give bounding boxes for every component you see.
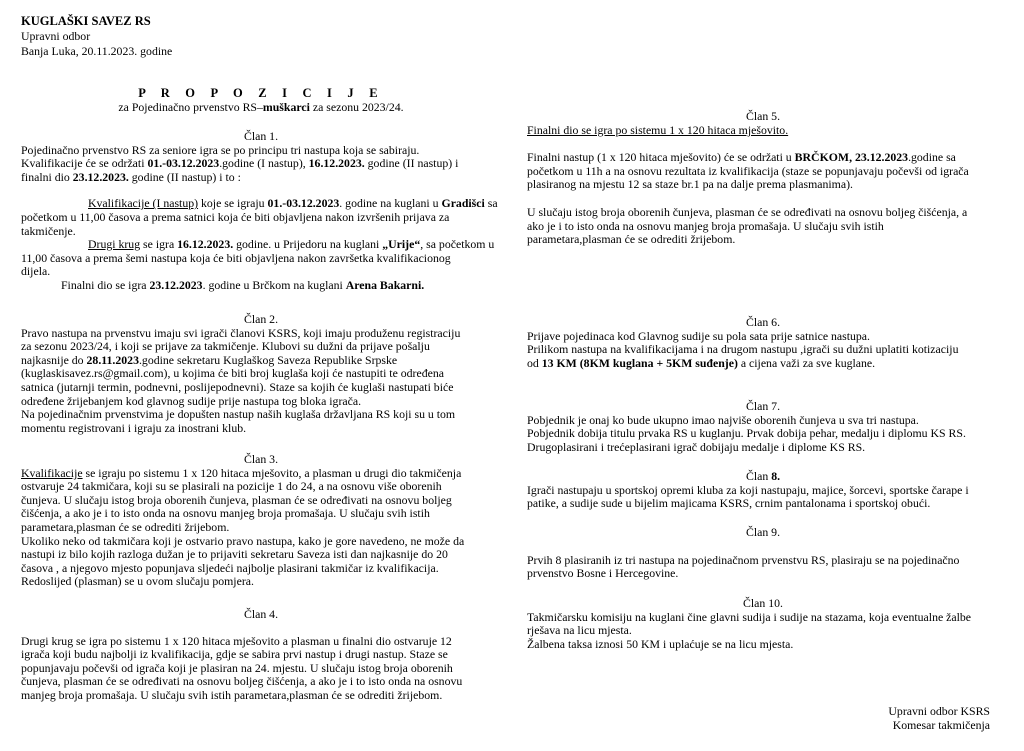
qualification-label: Kvalifikacije bbox=[21, 465, 83, 480]
clan-9-heading: Član 9. bbox=[745, 525, 781, 539]
clan-3-line: čišćenja, a ako je i to isto onda na osnovu manjeg broja promašaja. U slučaju svih istih bbox=[21, 506, 430, 521]
date-run: 16.12.2023. bbox=[177, 237, 234, 252]
spacer bbox=[527, 540, 999, 554]
title-sub-pre: za Pojedinačno prvenstvo RS– bbox=[118, 99, 263, 114]
date-run: 23.12.2023. bbox=[72, 169, 129, 184]
spacer bbox=[527, 192, 999, 206]
clan-8-line: patike, a sudije sude u bijelim majicama KSRS, crnim pantalonama i sportskoj obući. bbox=[527, 496, 931, 511]
text-run: najkasnije do bbox=[21, 352, 87, 367]
clan-6-line: Prijave pojedinaca kod Glavnog sudije su pola sata prije satnice nastupa. bbox=[527, 328, 870, 343]
clan-5-line: ako je i to isto onda na osnovu manjeg broja promašaja. U slučaju svih istih bbox=[527, 218, 884, 233]
clan-7-heading: Član 7. bbox=[745, 399, 781, 413]
text-run: Finalni nastup (1 x 120 hitaca mješovito) će se održati u bbox=[527, 150, 795, 165]
clan-7-line: Drugoplasirani i trećeplasirani igrač dobijaju medalje i diplome KS RS. bbox=[527, 439, 866, 454]
venue-run: Gradišci bbox=[441, 196, 485, 211]
clan-5-section bbox=[527, 110, 999, 247]
clan-3-heading: Član 3. bbox=[243, 452, 279, 466]
clan-2-line: za sezonu 2023/24, i koji se prijave za takmičenje. Klubovi su dužni da prijave pošalju bbox=[21, 339, 430, 354]
text-run: . godine u Brčkom na kuglani bbox=[202, 277, 346, 292]
text-run: koje se igraju bbox=[198, 196, 268, 211]
title-sub bbox=[118, 100, 403, 114]
date-run: BRČKOM, 23.12.2023 bbox=[794, 150, 909, 165]
clan-4-line: Drugi krug se igra po sistemu 1 x 120 hitaca mješovito a plasman u finalni dio ostvaruje 12 bbox=[21, 633, 452, 648]
qualification-line: početkom u 11,00 časova a prema satnici koja će biti objavljena nakon izvršenih prijava za bbox=[21, 209, 450, 224]
clan-4-line: igrača koji budu najbolji iz kvalifikacija, gdje se sabira prvi nastup i drugi nastup. Staze se bbox=[21, 647, 448, 662]
text-run: godine. u Prijedoru na kuglani bbox=[233, 237, 383, 252]
clan-4-heading: Član 4. bbox=[243, 607, 279, 621]
clan-8-line: Igrači nastupaju u sportskoj opremi kluba za koji nastupaju, majice, šorcevi, sportske čarape i bbox=[527, 482, 969, 497]
clan-10-section bbox=[527, 597, 999, 651]
title-sub-bold: muškarci bbox=[262, 99, 310, 114]
text-run: .godine sekretaru Kuglaškog Saveza Republike Srpske bbox=[138, 352, 398, 367]
date-run: 28.11.2023 bbox=[86, 352, 139, 367]
clan-3-line bbox=[21, 467, 501, 481]
text-run: godine (II nastup) i bbox=[364, 156, 459, 171]
venue-run: Arena Bakarni. bbox=[345, 277, 425, 292]
clan-3-section bbox=[21, 453, 501, 589]
clan-2-line: određene žrijebanjem kod glavnog sudije prije nastupa tog bloka igrača. bbox=[21, 393, 362, 408]
second-round-line: dijela. bbox=[21, 264, 51, 279]
clan-3-line: časova , a njegovo mjesto popunjava sljedeći najbolje plasirani takmičar iz kvalifikacija. bbox=[21, 560, 439, 575]
clan-1-heading: Član 1. bbox=[243, 129, 279, 143]
clan-2-line bbox=[21, 354, 501, 368]
text-run: se igraju po sistemu 1 x 120 hitaca mješovito, a plasman u drugi dio takmičenja bbox=[82, 465, 462, 480]
text-run: godine (II nastup) i to : bbox=[128, 169, 241, 184]
clan-8-section bbox=[527, 470, 999, 511]
clan-6-line: Prilikom nastupa na kvalifikacijama i na drugom nastupu ,igrači su dužni uplatiti kotizaciju bbox=[527, 342, 959, 357]
clan-3-line: čunjeva. U slučaju istog broja oborenih čunjeva, plasman će se određivati na osnovu boljeg bbox=[21, 492, 452, 507]
clan-5-line: plasiranog na mjestu 12 sa staze br.1 pa na dalje prema plasmanima). bbox=[527, 177, 853, 192]
venue-run: „Urije“ bbox=[382, 237, 421, 252]
text-run: finalni dio bbox=[21, 169, 73, 184]
title-sub-post: za sezonu 2023/24. bbox=[309, 99, 404, 114]
date-run: 01.-03.12.2023 bbox=[267, 196, 340, 211]
clan-5-line: parametara,plasman će se odrediti žrijebom. bbox=[527, 232, 736, 247]
clan-5-line: U slučaju istog broja oborenih čunjeva, plasman će se određivati na osnovu boljeg čišćenja, a bbox=[527, 204, 968, 219]
clan-5-line bbox=[527, 151, 999, 165]
clan-10-line: Takmičarsku komisiju na kuglani čine glavni sudija i sudije na stazama, koja eventualne žalbe bbox=[527, 609, 972, 624]
clan-1-line bbox=[21, 171, 501, 185]
qualification-line: takmičenje. bbox=[21, 223, 76, 238]
clan-3-line: nastupi iz bilo kojih razloga dužan je to prijaviti sekretaru Saveza isti dan najkasnije do 20 bbox=[21, 547, 448, 562]
clan-6-heading: Član 6. bbox=[745, 315, 781, 329]
title-main: P R O P O Z I C I J E bbox=[138, 86, 384, 100]
text-run: . godine na kuglani u bbox=[339, 196, 442, 211]
org-name: KUGLAŠKI SAVEZ RS bbox=[21, 14, 151, 28]
clan-2-line: Pravo nastupa na prvenstvu imaju svi igrači članovi KSRS, koji imaju produženu registraciju bbox=[21, 325, 461, 340]
date-run: 01.-03.12.2023 bbox=[147, 156, 220, 171]
clan-4-line: popunjavaju počevši od igrača koji je plasiran na 24. mjestu. U slučaju istog broja oborenih bbox=[21, 660, 453, 675]
clan-1-line: Pojedinačno prvenstvo RS za seniore igra se po principu tri nastupa koja se sabiraju. bbox=[21, 142, 420, 157]
clan-1-line bbox=[21, 157, 501, 171]
clan-3-line: Redoslijed (plasman) se u ovom slučaju pomjera. bbox=[21, 574, 254, 589]
text-run: Finalni dio se igra bbox=[61, 277, 150, 292]
clan-7-line: Pobjednik dobija titulu prvaka RS u kuglanju. Prvak dobija pehar, medalju i diplomu KS RS. bbox=[527, 426, 966, 441]
clan-4-line: čunjeva, plasman će se određivati na osnovu boljeg čišćenja, a ako je i to isto onda na osnovu bbox=[21, 674, 463, 689]
spacer bbox=[21, 622, 501, 635]
text-run: .godine sa bbox=[908, 150, 956, 165]
final-line bbox=[21, 279, 501, 293]
clan-5-heading: Član 5. bbox=[745, 109, 781, 123]
clan-6-section bbox=[527, 316, 999, 370]
clan-9-line: Prvih 8 plasiranih iz tri nastupa na pojedinačnom prvenstvu RS, plasiraju se na pojedinačno bbox=[527, 552, 960, 567]
clan-1-section bbox=[21, 130, 501, 293]
second-round-label: Drugi krug bbox=[88, 237, 141, 252]
signature-block bbox=[888, 705, 990, 732]
clan-2-line: Na pojedinačnim prvenstvima je dopušten nastup naših kuglaša državljana RS koji su u tom bbox=[21, 407, 456, 422]
text-run: , sa početkom u bbox=[420, 237, 495, 252]
qualification-label: Kvalifikacije (I nastup) bbox=[88, 196, 199, 211]
clan-5-line: Finalni dio se igra po sistemu 1 x 120 hitaca mješovito. bbox=[527, 122, 789, 137]
board-name: Upravni odbor bbox=[21, 29, 91, 43]
clan-2-line: satnica (jutarnji termin, podnevni, poslijepodnevni). Staze sa kojih će kuglaši nastupati biće bbox=[21, 379, 454, 394]
clan-5-line: početkom u 11h a na osnovu rezultata iz kvalifikacija (staze se popunjavaju počevši od igrača bbox=[527, 163, 969, 178]
text-run: a cijena važi za sve kuglane. bbox=[737, 355, 876, 370]
clan-2-heading: Član 2. bbox=[243, 312, 279, 326]
clan-7-line: Pobjednik je onaj ko bude ukupno imao najviše oborenih čunjeva u sva tri nastupa. bbox=[527, 412, 919, 427]
date-run: 16.12.2023. bbox=[308, 156, 365, 171]
qualification-line bbox=[21, 197, 501, 211]
clan-3-line: parametara,plasman će se odrediti žrijebom. bbox=[21, 519, 230, 534]
clan-4-line: manjeg broja promašaja. U slučaju svih istih parametara,plasman će se odrediti žrijebom. bbox=[21, 687, 443, 702]
clan-10-heading: Član 10. bbox=[743, 596, 783, 610]
signature-line: Komesar takmičenja bbox=[892, 717, 990, 732]
clan-7-section bbox=[527, 400, 999, 454]
place-date: Banja Luka, 20.11.2023. godine bbox=[21, 44, 173, 58]
clan-8-heading bbox=[527, 470, 999, 484]
clan-9-section bbox=[527, 526, 999, 581]
clan-10-line: rješava na licu mjesta. bbox=[527, 623, 632, 638]
text-run: Član bbox=[745, 469, 772, 483]
clan-3-line: Ukoliko neko od takmičara koji je ostvario pravo nastupa, kako je gore navedeno, ne može da bbox=[21, 533, 465, 548]
signature-line: Upravni odbor KSRS bbox=[888, 704, 990, 718]
number-run: 8. bbox=[771, 469, 781, 483]
clan-2-line: momentu registrovani i igraju za inostrani klub. bbox=[21, 420, 247, 435]
text-run: sa bbox=[484, 196, 498, 211]
text-run: Kvalifikacije će se održati bbox=[21, 156, 148, 171]
clan-4-section bbox=[21, 608, 501, 703]
second-round-line bbox=[21, 238, 501, 252]
text-run: .godine (I nastup), bbox=[219, 156, 309, 171]
spacer bbox=[527, 137, 999, 151]
clan-2-section bbox=[21, 313, 501, 435]
document-title bbox=[21, 87, 501, 114]
clan-3-line: ostvaruje 24 takmičara, koji su se plasirali na pozicije 1 do 24, a na osnovu više oborenih bbox=[21, 479, 442, 494]
date-run: 23.12.2023 bbox=[149, 277, 203, 292]
clan-10-line: Žalbena taksa iznosi 50 KM i uplaćuje se na licu mjesta. bbox=[527, 636, 794, 651]
clan-6-line bbox=[527, 357, 999, 371]
second-round-line: 11,00 časova a prema šemi nastupa koja će biti objavljena nakon završetka kvalifikacionog bbox=[21, 250, 451, 265]
text-run: od bbox=[527, 355, 542, 370]
fee-run: 13 KM (8KM kuglana + 5KM suđenje) bbox=[541, 355, 738, 370]
clan-9-line: prvenstvo Bosne i Hercegovine. bbox=[527, 566, 679, 581]
text-run: se igra bbox=[140, 237, 178, 252]
clan-2-line: (kuglaskisavez.rs@gmail.com), u kojima će biti broj kuglaša koji će nastupiti te određena bbox=[21, 366, 444, 381]
